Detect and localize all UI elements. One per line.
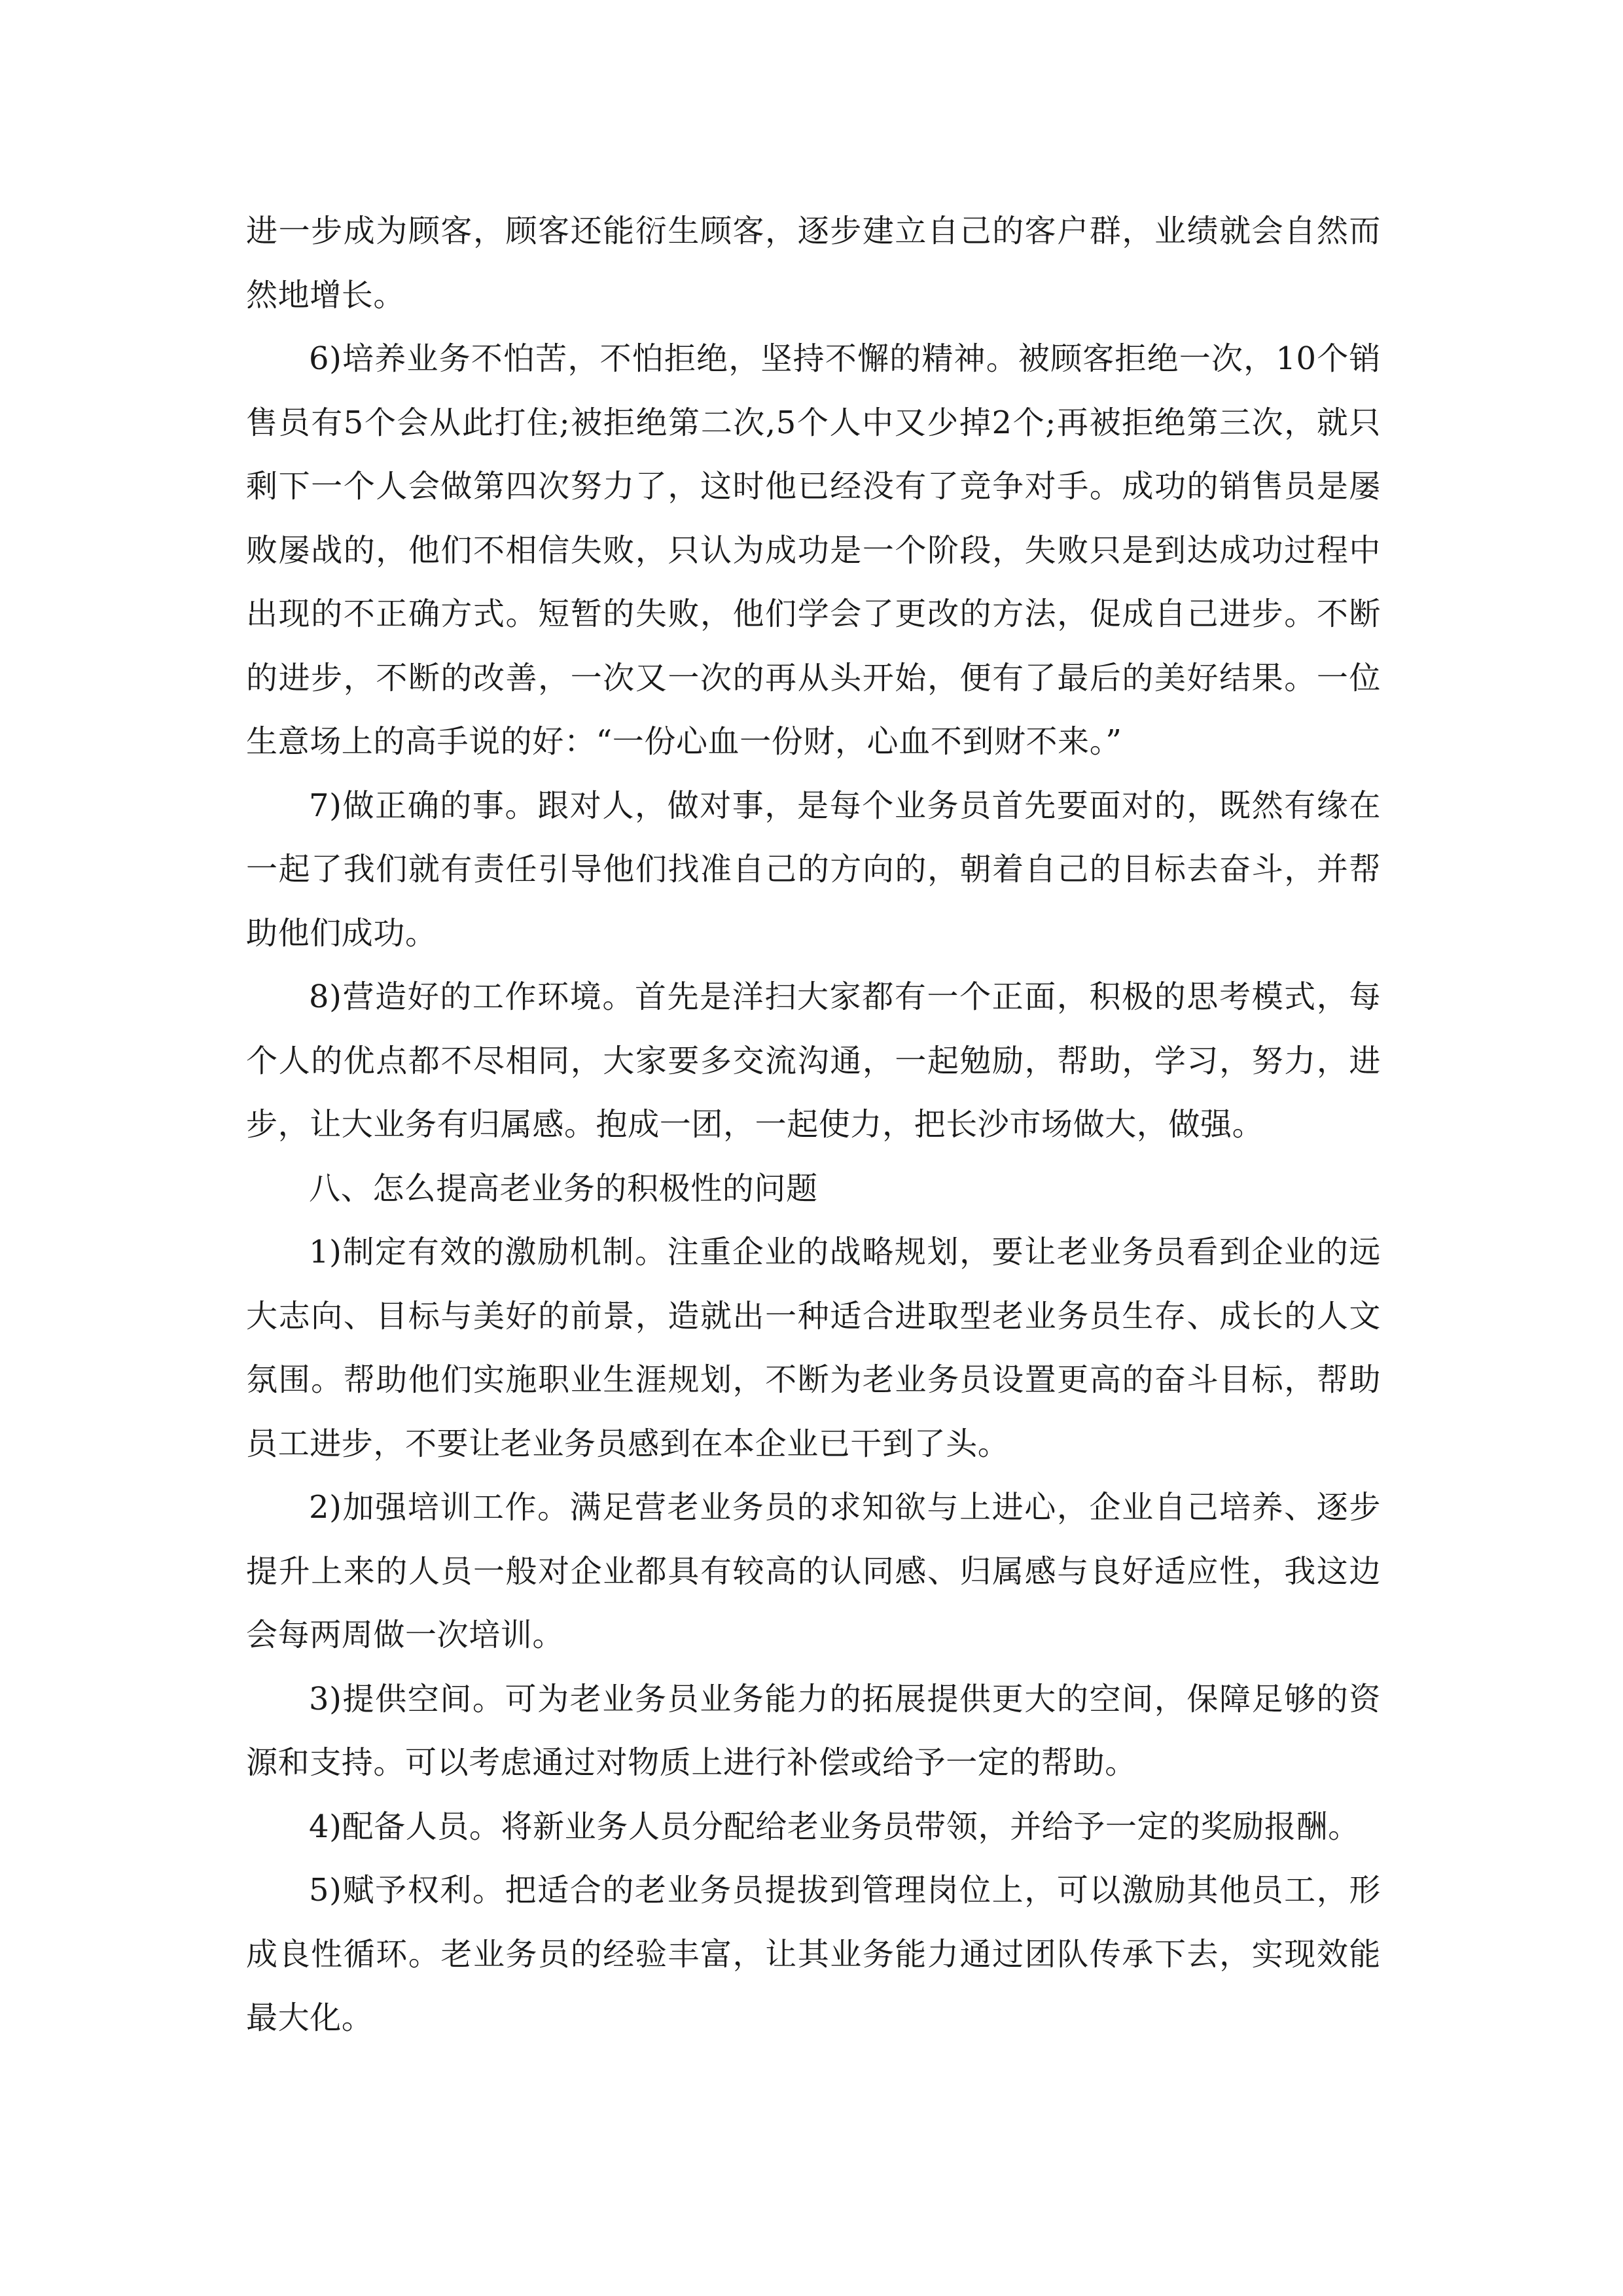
paragraph-item-7: 7)做正确的事。跟对人，做对事，是每个业务员首先要面对的，既然有缘在一起了我们就有责任引导他们找准自己的方向的，朝着自己的目标去奋斗，并帮助他们成功。	[246, 787, 1381, 952]
paragraph-subitem-2: 2)加强培训工作。满足营老业务员的求知欲与上进心，企业自己培养、逐步提升上来的人员一般对企业都具有较高的认同感、归属感与良好适应性，我这边会每两周做一次培训。	[246, 1489, 1381, 1653]
paragraph-subitem-1: 1)制定有效的激励机制。注重企业的战略规划，要让老业务员看到企业的远大志向、目标与美好的前景，造就出一种适合进取型老业务员生存、成长的人文氛围。帮助他们实施职业生涯规划，不断为老业务员设置更高的奋斗目标，帮助员工进步，不要让老业务员感到在本企业已干到了头。	[246, 1234, 1381, 1462]
paragraph-item-8: 8)营造好的工作环境。首先是洋扫大家都有一个正面，积极的思考模式，每个人的优点都不尽相同，大家要多交流沟通，一起勉励，帮助，学习，努力，进步，让大业务有归属感。抱成一团，一起使力，把长沙市场做大，做强。	[246, 978, 1381, 1143]
paragraph-continuation: 进一步成为顾客，顾客还能衍生顾客，逐步建立自己的客户群，业绩就会自然而然地增长。	[246, 213, 1381, 314]
section-heading-8: 八、怎么提高老业务的积极性的问题	[309, 1170, 818, 1207]
paragraph-subitem-4: 4)配备人员。将新业务人员分配给老业务员带领，并给予一定的奖励报酬。	[309, 1808, 1360, 1845]
paragraph-item-6: 6)培养业务不怕苦，不怕拒绝，坚持不懈的精神。被顾客拒绝一次，10个销售员有5个会从此打住;被拒绝第二次,5个人中又少掉2个;再被拒绝第三次，就只剩下一个人会做第四次努力了，这时他已经没有了竞争对手。成功的销售员是屡败屡战的，他们不相信失败，只认为成功是一个阶段，失败只是到达成功过程中出现的不正确方式。短暂的失败，他们学会了更改的方法，促成自己进步。不断的进步，不断的改善，一次又一次的再从头开始，便有了最后的美好结果。一位生意场上的高手说的好：“一份心血一份财，心血不到财不来。”	[246, 340, 1381, 760]
paragraph-subitem-3: 3)提供空间。可为老业务员业务能力的拓展提供更大的空间，保障足够的资源和支持。可以考虑通过对物质上进行补偿或给予一定的帮助。	[246, 1680, 1381, 1781]
paragraph-subitem-5: 5)赋予权利。把适合的老业务员提拔到管理岗位上，可以激励其他员工，形成良性循环。老业务员的经验丰富，让其业务能力通过团队传承下去，实现效能最大化。	[246, 1872, 1381, 2036]
document-body	[246, 200, 1381, 2051]
